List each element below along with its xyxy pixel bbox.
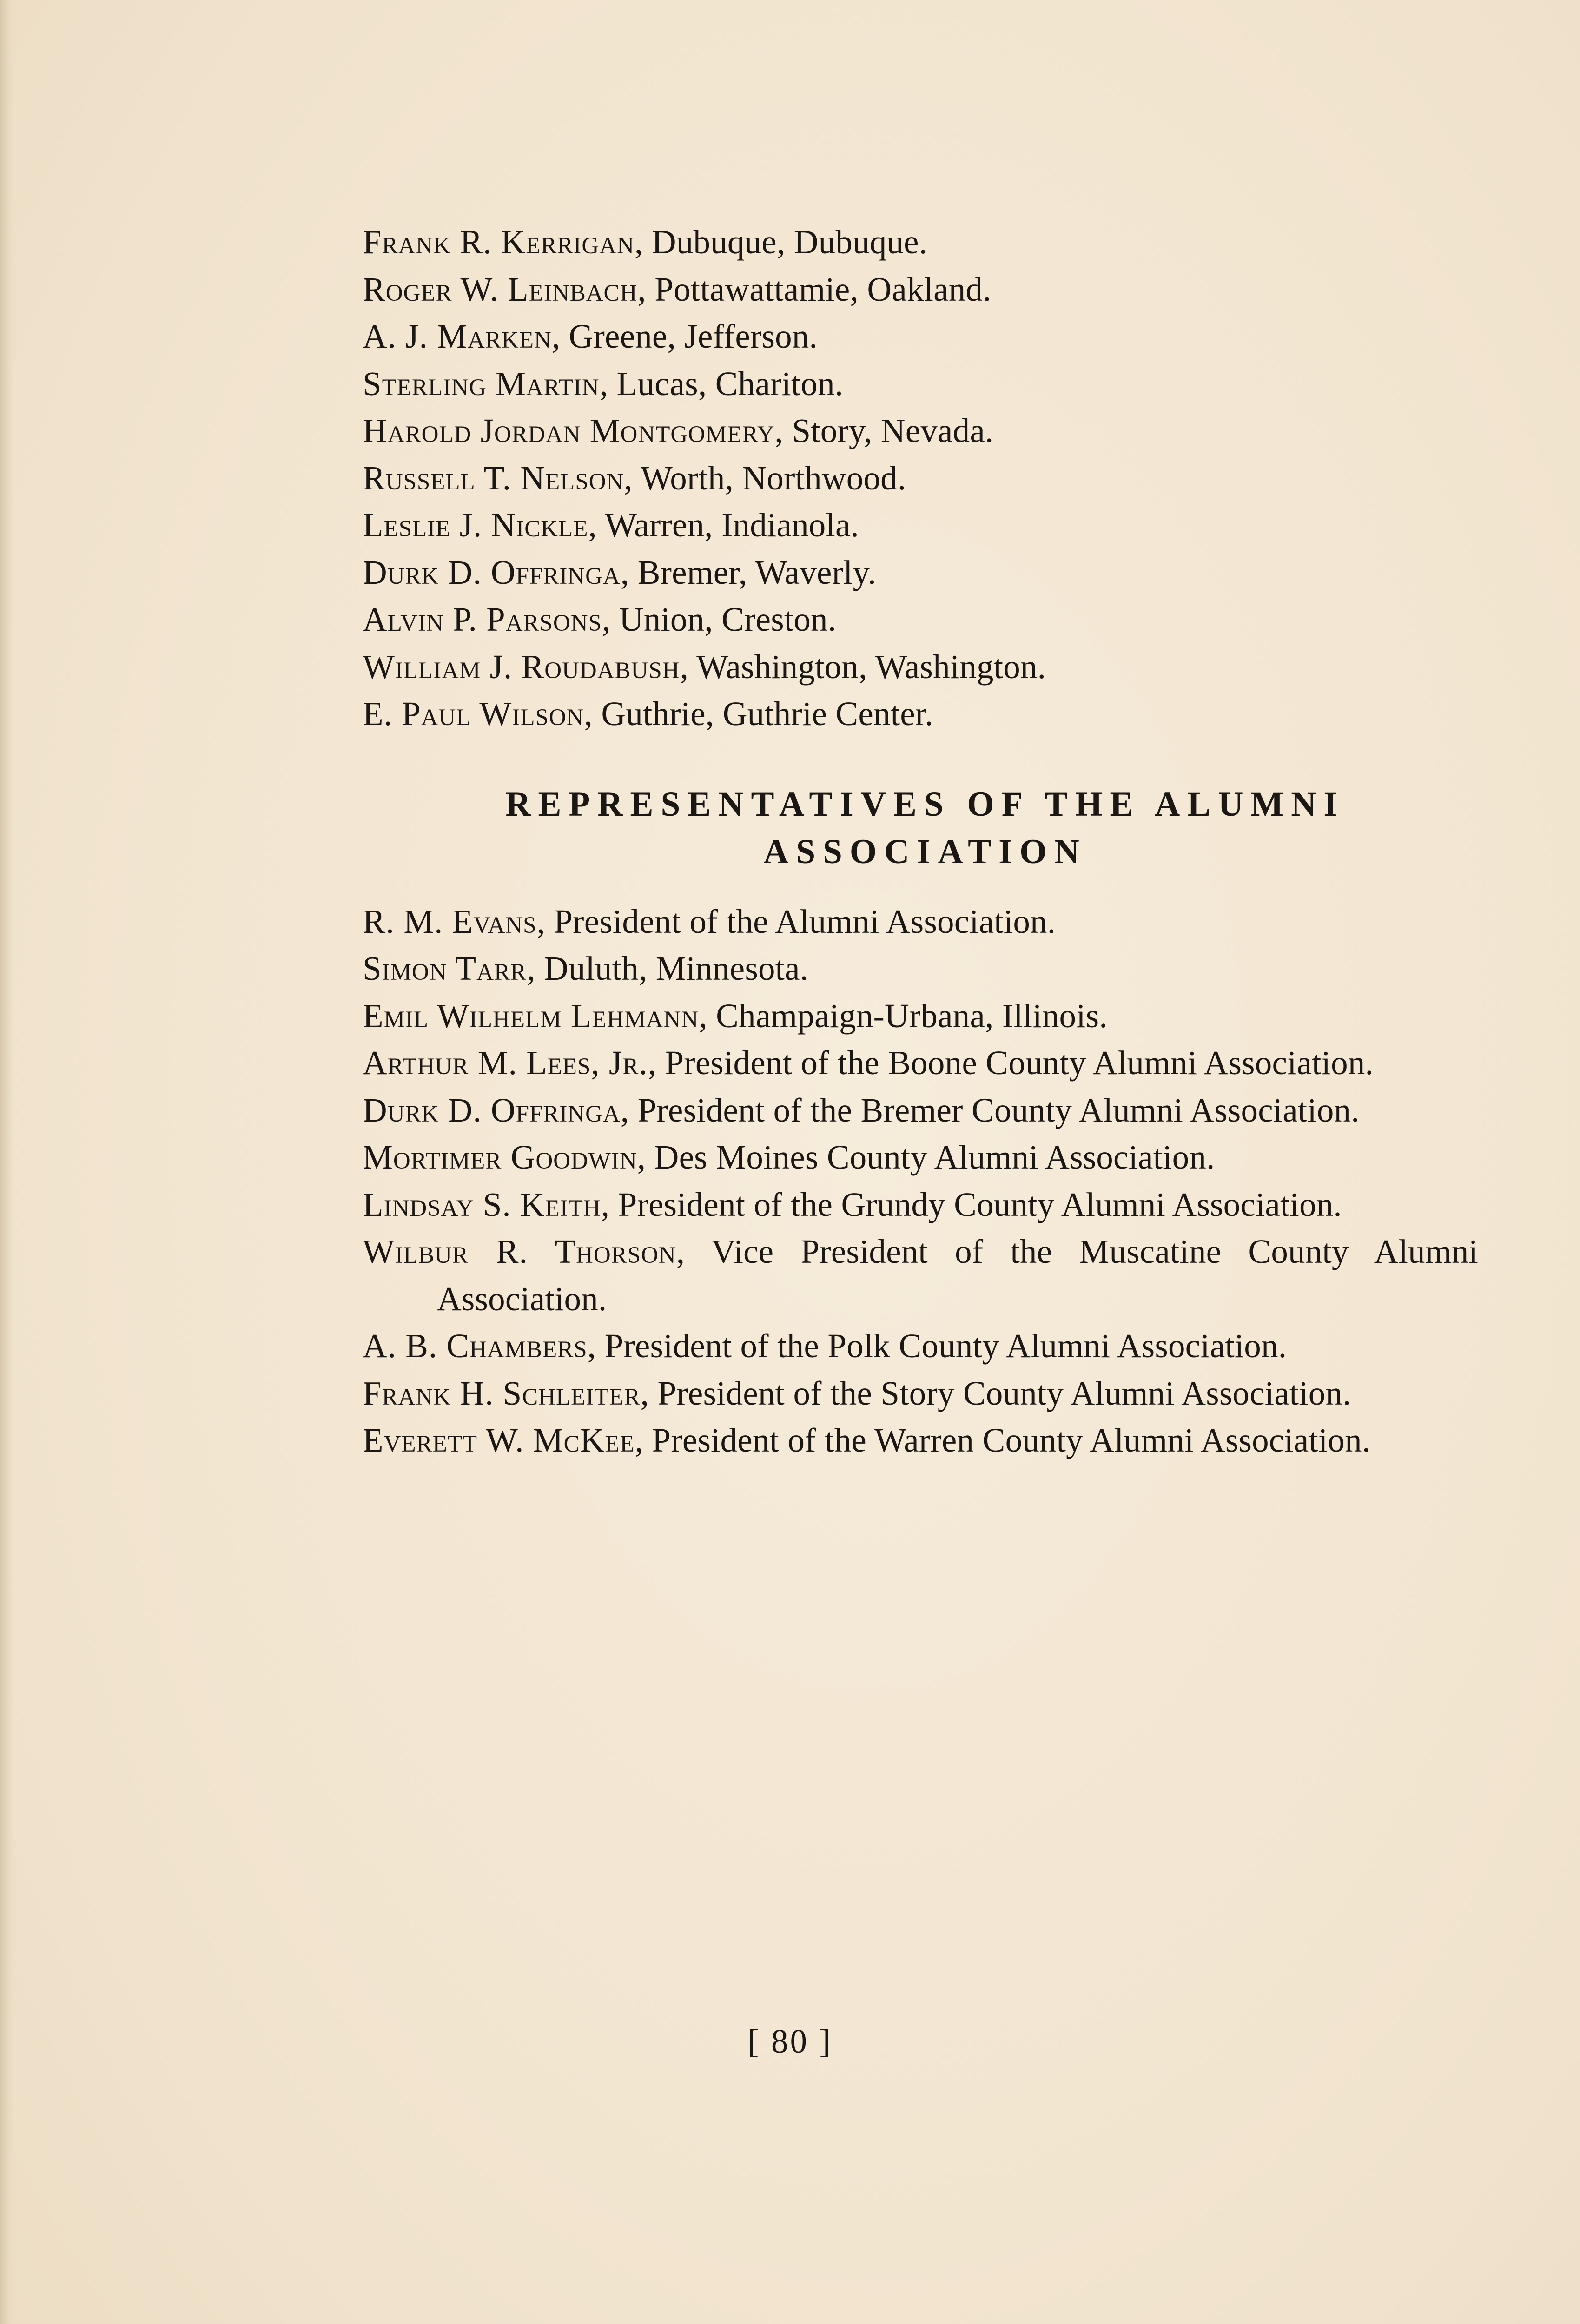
list-item [363, 898, 1478, 945]
entry-detail: , Des Moines County Alumni Association. [637, 1138, 1215, 1176]
list-item [363, 945, 1478, 992]
entry-detail: , Guthrie, Guthrie Center. [584, 695, 933, 733]
entry-name: William J. Roudabush [363, 647, 680, 686]
entry-name: Mortimer Goodwin [363, 1138, 637, 1176]
entry-detail: , Greene, Jefferson. [551, 317, 818, 355]
entry-detail: , President of the Warren County Alumni Association. [635, 1421, 1371, 1459]
list-item [363, 455, 1478, 502]
list-item [363, 1087, 1478, 1134]
entry-detail: , Duluth, Minnesota. [526, 950, 809, 987]
entry-detail: , Bremer, Waverly. [620, 553, 877, 591]
list-item [363, 1322, 1478, 1370]
entry-name: Roger W. Leinbach [363, 270, 638, 308]
section-heading-line-2: ASSOCIATION [763, 832, 1087, 871]
entry-name: Frank R. Kerrigan [363, 223, 635, 261]
entry-name: Durk D. Offringa [363, 1091, 621, 1129]
page-number: [ 80 ] [747, 2022, 833, 2060]
entry-name: Lindsay S. Keith [363, 1185, 601, 1223]
entry-name: Durk D. Offringa [363, 553, 621, 591]
list-item [363, 313, 1478, 360]
entry-name: A. B. Chambers [363, 1327, 588, 1365]
list-item [363, 266, 1478, 313]
list-item [363, 596, 1478, 643]
entry-detail: , Warren, Indianola. [588, 506, 859, 544]
section-heading-line-1: REPRESENTATIVES OF THE ALUMNI [505, 785, 1345, 824]
entry-detail: , Vice President of the Muscatine County Alumni Association. [437, 1233, 1478, 1318]
entry-detail: , Worth, Northwood. [624, 459, 906, 497]
entry-detail: , President of the Alumni Association. [536, 902, 1056, 940]
entry-detail: , President of the Polk County Alumni Association. [587, 1327, 1287, 1365]
entry-name: Arthur M. Lees, Jr. [363, 1044, 648, 1082]
list-item [363, 1181, 1478, 1228]
entry-name: E. Paul Wilson [363, 695, 584, 733]
list-item [363, 1039, 1478, 1087]
list-item [363, 549, 1478, 596]
entry-detail: , President of the Bremer County Alumni Association. [620, 1091, 1360, 1129]
entry-name: Everett W. McKee [363, 1421, 635, 1459]
list-item [363, 1417, 1478, 1464]
entry-detail: , Dubuque, Dubuque. [634, 223, 928, 261]
entry-detail: , Champaign-Urbana, Illinois. [699, 997, 1108, 1035]
list-item [363, 407, 1478, 455]
page-content [363, 218, 1478, 1464]
entry-name: Russell T. Nelson [363, 459, 624, 497]
entry-name: Alvin P. Parsons [363, 601, 602, 638]
entry-name: Simon Tarr [363, 950, 527, 987]
list-item [363, 218, 1478, 266]
entry-name: Leslie J. Nickle [363, 506, 588, 544]
list-item [363, 690, 1478, 738]
section-heading [363, 781, 1478, 876]
list-item [363, 1134, 1478, 1181]
entry-detail: , Pottawattamie, Oakland. [637, 270, 992, 308]
list-item [363, 643, 1478, 691]
entry-detail: , President of the Grundy County Alumni Association. [601, 1185, 1342, 1223]
entry-name: A. J. Marken [363, 317, 552, 355]
list-item [363, 1370, 1478, 1417]
list-item [363, 992, 1478, 1040]
member-list [363, 218, 1478, 738]
representative-list [363, 898, 1478, 1464]
entry-detail: , Lucas, Chariton. [599, 364, 844, 403]
page-gutter-shadow [0, 0, 14, 2324]
entry-name: R. M. Evans [363, 902, 537, 940]
entry-name: Sterling Martin [363, 364, 600, 403]
list-item [363, 1228, 1478, 1322]
entry-detail: , Story, Nevada. [774, 412, 994, 449]
entry-name: Frank H. Schleiter [363, 1374, 641, 1412]
entry-name: Harold Jordan Montgomery [363, 412, 775, 449]
list-item [363, 502, 1478, 549]
entry-detail: , Washington, Washington. [680, 647, 1046, 686]
entry-name: Wilbur R. Thorson [363, 1233, 676, 1270]
entry-name: Emil Wilhelm Lehmann [363, 997, 699, 1035]
entry-detail: , President of the Boone County Alumni Association. [648, 1044, 1374, 1082]
entry-detail: , Union, Creston. [602, 601, 837, 638]
entry-detail: , President of the Story County Alumni Association. [640, 1374, 1351, 1412]
list-item [363, 360, 1478, 408]
